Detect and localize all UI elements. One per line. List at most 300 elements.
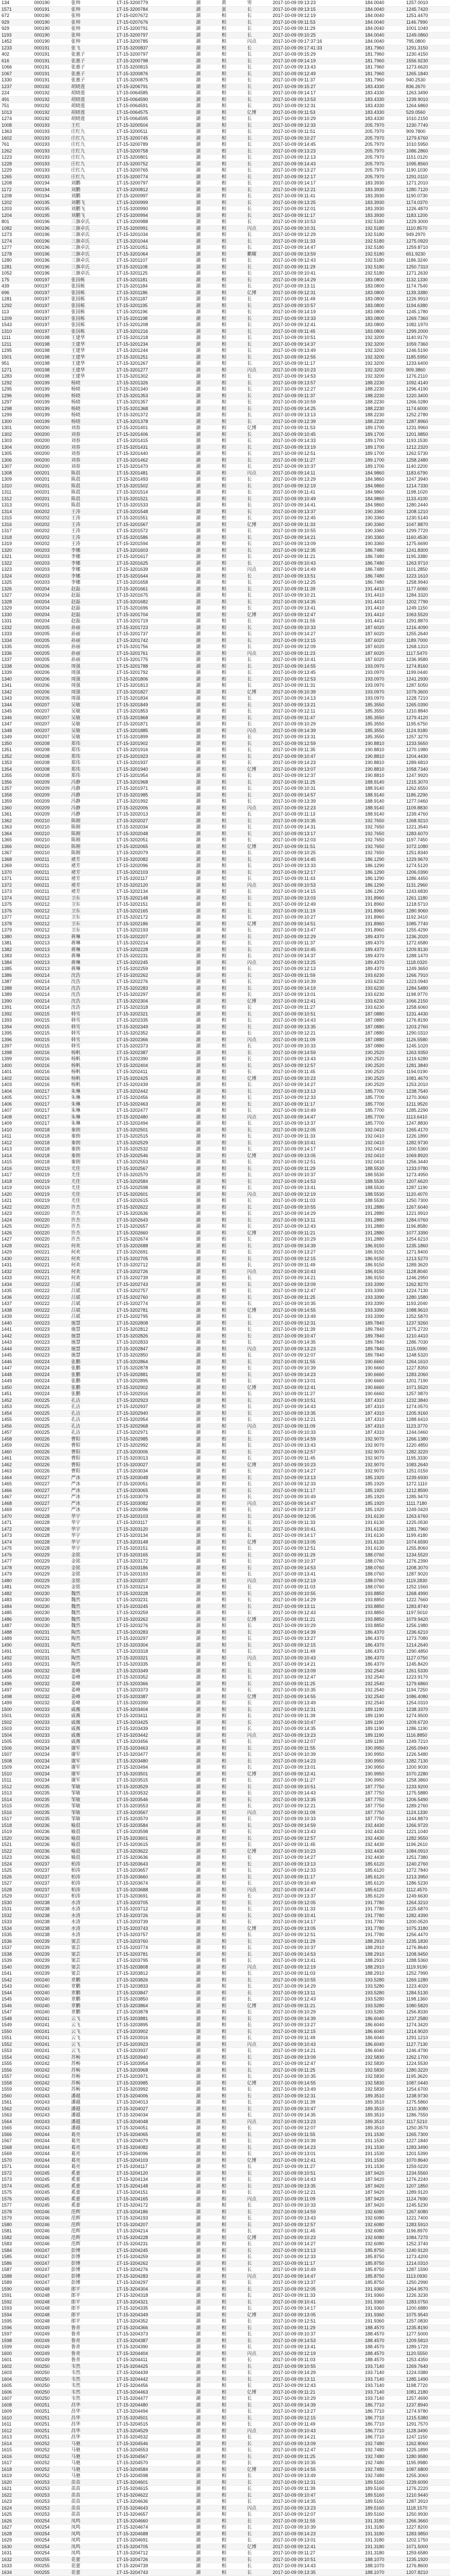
- table-row: [0, 399, 450, 406]
- table-cell: 张国栋: [70, 322, 115, 329]
- table-cell: 相: [220, 1049, 246, 1056]
- table-cell: 相: [220, 1880, 246, 1887]
- table-cell: 2017-10-09 09:13:23: [271, 2119, 364, 2125]
- table-cell: 183.0800: [364, 277, 405, 283]
- table-cell: 1T-15-3202373: [115, 1043, 194, 1050]
- table-cell: 相: [220, 335, 246, 342]
- table-cell: 2017-10-09 09:12:05: [271, 1900, 364, 1906]
- table-cell: 严冰: [70, 1487, 115, 1494]
- table-cell: 湖: [195, 831, 220, 837]
- table-cell: 2017-10-09 09:13:17: [271, 831, 364, 837]
- table-cell: 韩雪: [70, 1011, 115, 1018]
- table-cell: 1T-15-3203916: [115, 2035, 194, 2042]
- table-cell: 1T-15-3201514: [115, 489, 194, 496]
- table-row: [0, 1101, 450, 1108]
- table-row: [0, 2544, 450, 2550]
- table-cell: 1513: [0, 1790, 32, 1797]
- table-cell: 沈浩: [70, 992, 115, 998]
- table-cell: 相: [220, 843, 246, 850]
- table-cell: 000222: [32, 1314, 70, 1320]
- table-cell: 402: [0, 52, 32, 58]
- table-cell: 1280.3220: [405, 2067, 450, 2074]
- table-cell: 1T-15-3204148: [115, 2183, 194, 2190]
- table-cell: 1271: [0, 367, 32, 374]
- table-row: [0, 1713, 450, 1720]
- table-cell: 1075.9540: [405, 2312, 450, 2318]
- table-cell: 1T-15-3203321: [115, 1655, 194, 1662]
- table-cell: 湖: [195, 219, 220, 226]
- table-cell: 相: [220, 1075, 246, 1082]
- table-cell: 1406: [0, 1101, 32, 1108]
- table-cell: 戚薇: [70, 1706, 115, 1713]
- table-cell: 2017-10-09 09:13:45: [271, 670, 364, 676]
- table-cell: 1T-15-3204532: [115, 2434, 194, 2441]
- table-row: [0, 612, 450, 618]
- table-row: [0, 2357, 450, 2364]
- table-cell: 湖: [195, 753, 220, 760]
- table-cell: 000211: [32, 882, 70, 889]
- table-cell: 1228.7210: [405, 696, 450, 702]
- table-cell: 189.7840: [364, 1327, 405, 1333]
- table-cell: 蛋: [220, 6, 246, 13]
- table-cell: 相: [220, 2054, 246, 2061]
- table-cell: 张鹏: [70, 1365, 115, 1372]
- table-cell: 949.2970: [405, 232, 450, 239]
- table-cell: 相: [220, 2370, 246, 2377]
- table-cell: 2017-10-09 09:11:53: [271, 109, 364, 116]
- table-row: [0, 405, 450, 412]
- table-cell: 长: [246, 914, 271, 921]
- table-cell: 1086.4080: [405, 1693, 450, 1700]
- table-cell: 长: [246, 2138, 271, 2145]
- table-cell: 1001.1040: [405, 26, 450, 32]
- table-cell: 长: [246, 1636, 271, 1642]
- table-cell: 1266.0280: [405, 399, 450, 406]
- table-cell: 2017-10-09 09:11:03: [271, 1584, 364, 1591]
- table-cell: 192.2540: [364, 1693, 405, 1700]
- table-cell: 1T-15-3203283: [115, 1629, 194, 1636]
- table-cell: 1T-15-3204688: [115, 2531, 194, 2537]
- table-cell: 1439: [0, 1314, 32, 1320]
- table-cell: 湖: [195, 399, 220, 406]
- table-cell: 湖: [195, 2106, 220, 2112]
- table-cell: 2017-10-09 09:13:11: [271, 1217, 364, 1224]
- table-cell: 长: [246, 708, 271, 715]
- table-row: [0, 541, 450, 548]
- table-cell: 湖: [195, 1919, 220, 1926]
- table-cell: 长: [246, 618, 271, 625]
- table-cell: 188.5530: [364, 1178, 405, 1185]
- table-cell: 1264.1610: [405, 1359, 450, 1365]
- table-cell: 1277.5000: [405, 2331, 450, 2338]
- table-cell: 长: [246, 483, 271, 489]
- table-row: [0, 1288, 450, 1295]
- table-cell: 1540: [0, 1964, 32, 1971]
- table-cell: 湖: [195, 1649, 220, 1655]
- table-cell: 1T-15-3203826: [115, 1977, 194, 1984]
- table-cell: 邹敏: [70, 1803, 115, 1810]
- table-row: [0, 1977, 450, 1984]
- table-cell: 189.7840: [364, 1352, 405, 1359]
- table-cell: 189.4370: [364, 934, 405, 940]
- table-cell: 相: [220, 2383, 246, 2389]
- table-cell: 186.1290: [364, 863, 405, 870]
- table-cell: 191.9360: [364, 2299, 405, 2306]
- table-cell: 192.7480: [364, 2441, 405, 2447]
- table-cell: 相: [220, 528, 246, 535]
- table-cell: 000233: [32, 1739, 70, 1745]
- table-cell: 长: [246, 2099, 271, 2106]
- table-cell: 000245: [32, 2183, 70, 2190]
- table-cell: 韦然: [70, 2389, 115, 2396]
- table-cell: 2017-10-09 09:14:11: [271, 470, 364, 477]
- table-cell: 湖: [195, 405, 220, 412]
- table-cell: 191.1530: [364, 2144, 405, 2151]
- table-cell: 长: [246, 1765, 271, 1771]
- table-cell: 韩雪: [70, 1037, 115, 1043]
- table-cell: 潘越: [70, 2125, 115, 2132]
- table-cell: 1T-15-3203570: [115, 1816, 194, 1823]
- table-cell: 1212.2320: [405, 444, 450, 451]
- table-row: [0, 26, 450, 32]
- table-cell: 000220: [32, 1217, 70, 1224]
- table-cell: 2017-10-09 09:13:05: [271, 1153, 364, 1159]
- table-cell: 湖: [195, 644, 220, 651]
- table-cell: 1T-15-3201340: [115, 386, 194, 393]
- table-cell: 2017-10-09 09:10:29: [271, 1236, 364, 1243]
- table-cell: 2017-10-09 09:14:43: [271, 2563, 364, 2570]
- table-cell: 000195: [32, 206, 70, 213]
- table-cell: 湖: [195, 560, 220, 567]
- table-cell: 189.3510: [364, 2112, 405, 2119]
- table-cell: 1052: [0, 270, 32, 277]
- table-cell: 湖: [195, 2312, 220, 2318]
- table-cell: 范辉: [70, 2228, 115, 2235]
- table-row: [0, 567, 450, 573]
- table-cell: 郑伟: [70, 766, 115, 773]
- table-cell: 湖: [195, 470, 220, 477]
- table-cell: 000228: [32, 1539, 70, 1546]
- table-cell: 1474: [0, 1539, 32, 1546]
- table-cell: 褚芳: [70, 869, 115, 876]
- table-cell: 相: [220, 174, 246, 180]
- table-cell: 2017-10-09 09:11:13: [271, 811, 364, 818]
- table-cell: 张帅: [70, 32, 115, 39]
- table-cell: 2017-10-09 09:10:21: [271, 592, 364, 599]
- table-cell: 1T-15-3202881: [115, 1371, 194, 1378]
- table-cell: 2017-10-09 09:12:41: [271, 1384, 364, 1391]
- table-cell: 1306: [0, 457, 32, 464]
- table-cell: 相: [220, 1706, 246, 1713]
- table-cell: 鲁青: [70, 2337, 115, 2344]
- table-cell: 相: [220, 1371, 246, 1378]
- table-cell: 000249: [32, 2357, 70, 2364]
- table-cell: 191.9360: [364, 2318, 405, 2325]
- table-cell: 长: [246, 1855, 271, 1861]
- table-row: [0, 58, 450, 64]
- table-cell: 1T-15-3203065: [115, 1487, 194, 1494]
- table-cell: 相: [220, 702, 246, 708]
- table-cell: 长: [246, 90, 271, 97]
- table-row: [0, 148, 450, 155]
- table-cell: 000191: [32, 77, 70, 84]
- table-cell: 相: [220, 1198, 246, 1205]
- table-cell: 1302: [0, 431, 32, 438]
- table-cell: 000251: [32, 2415, 70, 2421]
- table-cell: 1509: [0, 1765, 32, 1771]
- table-cell: 190.9950: [364, 1745, 405, 1752]
- table-cell: 1246.4790: [405, 2048, 450, 2055]
- table-cell: 000208: [32, 760, 70, 767]
- table-cell: 186.9150: [364, 1243, 405, 1249]
- table-cell: 1252.2780: [405, 412, 450, 419]
- table-cell: 闪点: [246, 225, 271, 232]
- table-cell: 1271.8400: [405, 1249, 450, 1256]
- table-cell: 韩雪: [70, 1043, 115, 1050]
- table-cell: 1T-15-3204103: [115, 2157, 194, 2164]
- table-cell: 000202: [32, 534, 70, 541]
- table-cell: 1070.2280: [405, 1771, 450, 1777]
- table-cell: 1534: [0, 1925, 32, 1932]
- table-cell: 1525: [0, 1868, 32, 1874]
- table-cell: 191.9360: [364, 2293, 405, 2299]
- table-row: [0, 831, 450, 837]
- table-cell: 185.3550: [364, 721, 405, 728]
- table-cell: 相: [220, 1088, 246, 1095]
- table-row: [0, 13, 450, 20]
- table-cell: 湖: [195, 824, 220, 831]
- table-cell: 190.3360: [364, 534, 405, 541]
- table-cell: 192.2540: [364, 1668, 405, 1674]
- table-cell: 000218: [32, 1146, 70, 1153]
- table-row: [0, 2009, 450, 2016]
- table-cell: 000217: [32, 1095, 70, 1101]
- table-cell: 2017-10-09 09:10:41: [271, 270, 364, 277]
- table-row: [0, 0, 450, 6]
- table-cell: 长: [246, 13, 271, 20]
- table-cell: 湖: [195, 921, 220, 927]
- table-cell: 1385: [0, 966, 32, 973]
- table-cell: 相: [220, 13, 246, 20]
- table-cell: 1289.6810: [405, 760, 450, 767]
- table-cell: 1T-15-3201051: [115, 245, 194, 251]
- table-cell: 朱琳: [70, 1095, 115, 1101]
- table-cell: 相: [220, 515, 246, 522]
- table-cell: 相: [220, 2087, 246, 2093]
- table-cell: 1209: [0, 315, 32, 322]
- table-cell: 张帅: [70, 0, 115, 6]
- table-cell: 长: [246, 1475, 271, 1481]
- table-cell: 000239: [32, 1938, 70, 1945]
- table-cell: 1194.6380: [405, 302, 450, 309]
- table-cell: 1T-15-3202636: [115, 1211, 194, 1217]
- table-cell: 1067: [0, 71, 32, 77]
- table-cell: 1T-15-3203297: [115, 1636, 194, 1642]
- table-cell: 2017-10-09 09:11:27: [271, 457, 364, 464]
- table-row: [0, 702, 450, 708]
- table-cell: 长: [246, 1140, 271, 1146]
- table-cell: 192.5180: [364, 245, 405, 251]
- table-cell: 相: [220, 831, 246, 837]
- table-cell: 长: [246, 1024, 271, 1030]
- table-cell: 000249: [32, 2350, 70, 2357]
- table-cell: 192.9070: [364, 1468, 405, 1475]
- table-cell: 湖: [195, 2247, 220, 2254]
- table-cell: 秦朗: [70, 1140, 115, 1146]
- table-cell: 192.7480: [364, 2447, 405, 2454]
- table-cell: 1339: [0, 670, 32, 676]
- table-cell: 长: [246, 187, 271, 193]
- table-cell: 000198: [32, 348, 70, 354]
- table-cell: 1617: [0, 2460, 32, 2467]
- table-cell: 相: [220, 2074, 246, 2080]
- table-cell: 1T-15-3200758: [115, 148, 194, 155]
- table-cell: 000197: [32, 322, 70, 329]
- table-cell: 湖: [195, 2177, 220, 2183]
- table-cell: 1611: [0, 2421, 32, 2428]
- table-cell: 183.4330: [364, 103, 405, 110]
- table-cell: 1T-15-3200994: [115, 212, 194, 219]
- table-cell: 1542: [0, 1977, 32, 1984]
- table-row: [0, 863, 450, 870]
- table-cell: 长: [246, 2421, 271, 2428]
- table-cell: 1262.6550: [405, 786, 450, 792]
- table-cell: 长: [246, 792, 271, 799]
- table-row: [0, 985, 450, 992]
- table-cell: 1446: [0, 1359, 32, 1365]
- table-row: [0, 902, 450, 908]
- table-cell: 2017-10-09 09:13:09: [271, 2441, 364, 2447]
- table-cell: 1315: [0, 515, 32, 522]
- table-cell: 王建华: [70, 335, 115, 342]
- table-cell: 相: [220, 1662, 246, 1668]
- table-cell: 2017-10-09 09:12:57: [271, 1062, 364, 1069]
- table-row: [0, 1893, 450, 1900]
- table-cell: 1T-15-3201704: [115, 612, 194, 618]
- table-cell: 长: [246, 2383, 271, 2389]
- table-cell: 1T-15-3200999: [115, 199, 194, 206]
- table-cell: 亿博: [246, 1307, 271, 1314]
- table-cell: 长: [246, 1932, 271, 1939]
- table-cell: 000224: [32, 1384, 70, 1391]
- table-cell: 相: [220, 1121, 246, 1127]
- table-cell: 长: [246, 1487, 271, 1494]
- table-cell: 1T-15-3201923: [115, 753, 194, 760]
- table-cell: 188.4570: [364, 2357, 405, 2364]
- table-cell: 2017-10-09 09:14:17: [271, 1919, 364, 1926]
- table-row: [0, 1925, 450, 1932]
- table-cell: 相: [220, 908, 246, 914]
- table-row: [0, 2363, 450, 2370]
- table-cell: 000231: [32, 1642, 70, 1649]
- table-cell: 000209: [32, 779, 70, 786]
- table-cell: 陈刚: [70, 824, 115, 831]
- table-cell: 朱琳: [70, 1108, 115, 1114]
- table-cell: 1633: [0, 2563, 32, 2570]
- table-cell: 2017-10-09 09:12:33: [271, 1481, 364, 1488]
- table-cell: 长: [246, 740, 271, 747]
- table-cell: 褚芳: [70, 876, 115, 883]
- table-cell: 000221: [32, 1262, 70, 1269]
- table-cell: 1274.0570: [405, 1404, 450, 1411]
- table-cell: 1549: [0, 2022, 32, 2029]
- table-cell: 189.5160: [364, 2486, 405, 2493]
- table-cell: 湖: [195, 573, 220, 580]
- table-cell: 相: [220, 1752, 246, 1758]
- table-cell: 1T-15-3203529: [115, 1784, 194, 1790]
- table-cell: 1120.5550: [405, 2350, 450, 2357]
- table-cell: 1571: [0, 2164, 32, 2171]
- table-cell: 000221: [32, 1275, 70, 1282]
- table-cell: 1196.8970: [405, 2228, 450, 2235]
- table-cell: 长: [246, 1797, 271, 1803]
- table-cell: 相: [220, 354, 246, 361]
- table-cell: 相: [220, 1185, 246, 1192]
- table-cell: 陈晨: [70, 483, 115, 489]
- table-cell: 姜峰: [70, 1681, 115, 1687]
- table-cell: 000215: [32, 1018, 70, 1024]
- table-cell: 长: [246, 1417, 271, 1423]
- table-cell: 1233.5650: [405, 740, 450, 747]
- table-cell: 224: [0, 90, 32, 97]
- table-cell: 湖: [195, 1230, 220, 1236]
- table-row: [0, 2164, 450, 2171]
- table-cell: 1T-15-3202048: [115, 831, 194, 837]
- table-cell: 2017-10-09 09:14:35: [271, 599, 364, 605]
- table-cell: 杨晓: [70, 405, 115, 412]
- table-cell: 1T-15-3202349: [115, 1024, 194, 1030]
- table-cell: 相: [220, 264, 246, 270]
- table-cell: 2017-10-09 09:11:17: [271, 2260, 364, 2267]
- table-cell: 闪点: [246, 1655, 271, 1662]
- table-cell: 1T-15-3202276: [115, 979, 194, 986]
- table-cell: 185.6120: [364, 1880, 405, 1887]
- table-cell: 1348: [0, 727, 32, 734]
- table-cell: 相: [220, 296, 246, 303]
- table-row: [0, 2531, 450, 2537]
- table-cell: 2017-10-09 09:12:41: [271, 1771, 364, 1777]
- table-cell: 湖: [195, 1475, 220, 1481]
- table-cell: 长: [246, 554, 271, 561]
- table-cell: 193.8850: [364, 1603, 405, 1610]
- table-cell: 1T-15-3202916: [115, 1391, 194, 1398]
- table-cell: 湖: [195, 1249, 220, 1256]
- table-cell: 相: [220, 1958, 246, 1964]
- table-cell: 1593: [0, 2306, 32, 2312]
- table-cell: 长: [246, 773, 271, 779]
- table-row: [0, 882, 450, 889]
- table-cell: 水清: [70, 1925, 115, 1932]
- table-cell: 1354: [0, 766, 32, 773]
- table-cell: 孔洁: [70, 1430, 115, 1436]
- table-cell: 1455: [0, 1417, 32, 1423]
- table-cell: 2017-10-09 09:12:51: [271, 1546, 364, 1552]
- table-cell: 相: [220, 2099, 246, 2106]
- table-cell: 湖: [195, 1681, 220, 1687]
- table-cell: 亿博: [246, 1153, 271, 1159]
- table-cell: 相: [220, 451, 246, 457]
- table-cell: 000194: [32, 180, 70, 187]
- table-cell: 湖: [195, 515, 220, 522]
- table-cell: 闪点: [246, 2350, 271, 2357]
- table-cell: 长: [246, 2112, 271, 2119]
- table-cell: 183.0800: [364, 302, 405, 309]
- table-cell: 1T-15-3203148: [115, 1539, 194, 1546]
- table-cell: 郑伟: [70, 760, 115, 767]
- table-cell: 1239.9010: [405, 96, 450, 103]
- table-cell: 1291.7570: [405, 2421, 450, 2428]
- table-cell: 长: [246, 296, 271, 303]
